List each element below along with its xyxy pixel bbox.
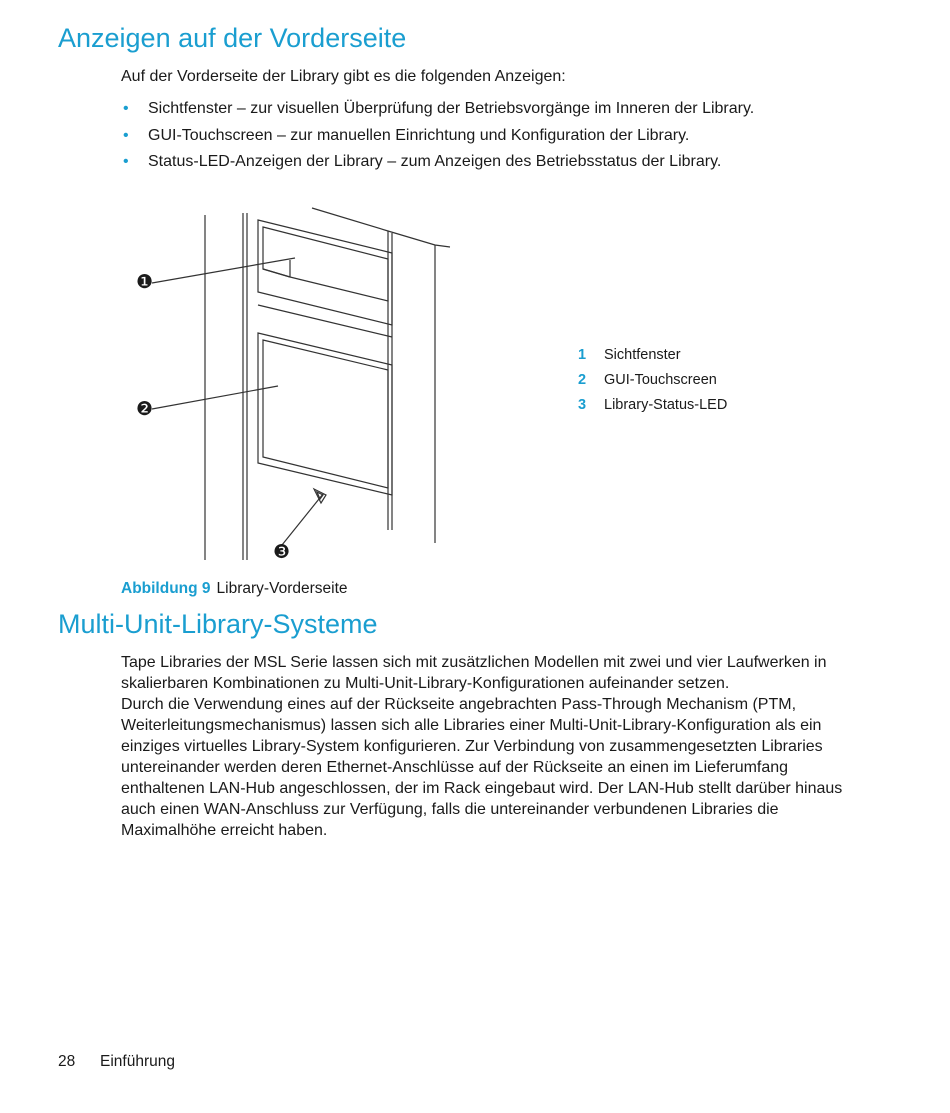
paragraph-2: Durch die Verwendung eines auf der Rückseite angebrachten Pass-Through Mechanism (PTM, Weiterleitungsmechanismus) lassen sich alle Libraries einer Multi-Unit-Library-Konfiguration als ein einziges virtuelles Library-System konfigurieren. Zur Verbindung von zusammengesetzten Libraries untereinander werden deren Ethernet-Anschlüsse auf der Rückseite an einen im Lieferumfang enthaltenen LAN-Hub angeschlossen, der im Rack eingebaut wird. Der LAN-Hub stellt darüber hinaus auch einen WAN-Anschluss zur Verfügung, falls die untereinander verbundenen Libraries die Maximalhöhe erreicht haben.	[121, 696, 843, 839]
frame-line	[258, 305, 392, 337]
list-item-text: Sichtfenster – zur visuellen Überprüfung der Betriebsvorgänge im Inneren der Library.	[148, 100, 755, 117]
list-item	[121, 149, 754, 176]
legend-item	[578, 343, 727, 368]
legend-label: GUI-Touchscreen	[604, 372, 717, 388]
legend-label: Library-Status-LED	[604, 397, 728, 413]
legend-item	[578, 393, 727, 418]
figure-caption	[121, 578, 348, 600]
list-item-text: GUI-Touchscreen – zur manuellen Einrichtung und Konfiguration der Library.	[148, 126, 690, 144]
page-footer	[58, 1051, 175, 1073]
section-heading-multi-unit: Multi-Unit-Library-Systeme	[58, 609, 378, 639]
library-front-illustration	[130, 205, 460, 565]
figure-caption-text: Library-Vorderseite	[216, 580, 348, 597]
chapter-title: Einführung	[100, 1053, 175, 1070]
callout-2: ❷	[136, 398, 154, 420]
legend-label: Sichtfenster	[604, 347, 681, 363]
callout-leader-1	[152, 258, 295, 283]
touchscreen-frame	[258, 333, 392, 495]
callout-leader-3	[282, 494, 323, 545]
legend-item	[578, 368, 727, 393]
bullet-icon: •	[123, 100, 129, 117]
indicator-list	[121, 96, 754, 176]
callout-leader-2	[152, 386, 278, 409]
list-item-text: Status-LED-Anzeigen der Library – zum Anzeigen des Betriebsstatus der Library.	[148, 153, 722, 170]
list-item	[121, 123, 754, 150]
legend-number: 2	[578, 372, 587, 388]
bullet-icon: •	[123, 153, 129, 170]
paragraph-1: Tape Libraries der MSL Serie lassen sich mit zusätzlichen Modellen mit zwei und vier Laufwerken in skalierbaren Kombinationen zu Multi-Unit-Library-Konfigurationen aufeinander setzen.	[121, 654, 827, 692]
intro-text: Auf der Vorderseite der Library gibt es die folgenden Anzeigen:	[121, 68, 566, 85]
library-front-drawing	[130, 205, 460, 565]
bullet-icon: •	[123, 126, 129, 144]
legend-number: 3	[578, 397, 587, 413]
multi-unit-body	[121, 652, 866, 841]
figure-legend	[578, 343, 727, 418]
legend-number: 1	[578, 347, 587, 363]
frame-line	[263, 269, 290, 277]
callout-1: ❶	[136, 271, 154, 293]
callout-3: ❸	[273, 541, 291, 563]
list-item	[121, 96, 754, 123]
touchscreen-display	[263, 340, 388, 488]
status-led	[314, 489, 326, 503]
section-heading-front-panel: Anzeigen auf der Vorderseite	[58, 23, 407, 53]
figure-caption-label: Abbildung 9	[121, 580, 211, 597]
frame-line	[388, 231, 450, 247]
page-number: 28	[58, 1053, 76, 1070]
viewing-window-glass	[263, 227, 388, 301]
